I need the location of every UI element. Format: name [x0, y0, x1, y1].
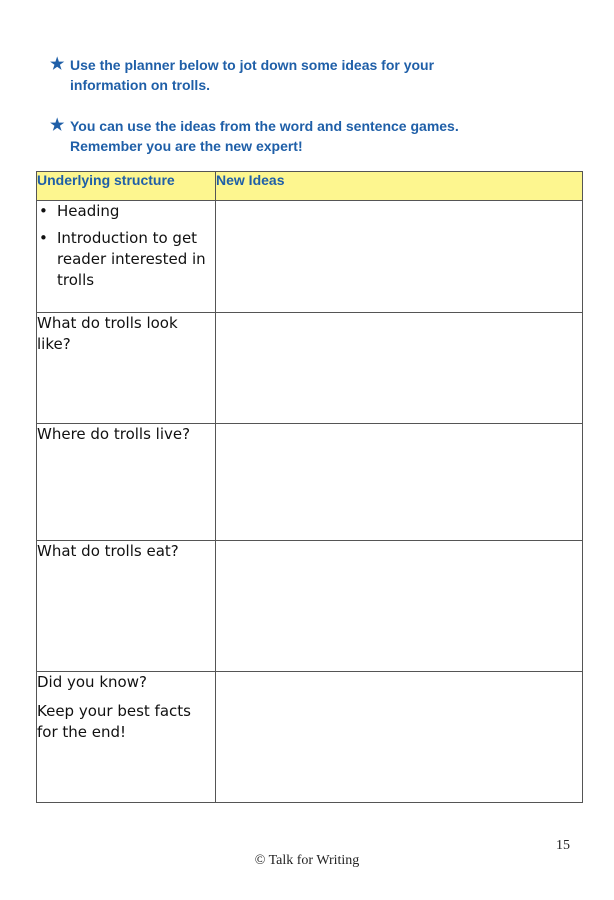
list-item: • Introduction to get reader interested in trolls [37, 228, 215, 291]
structure-cell [37, 541, 216, 672]
list-item: • Heading [37, 201, 215, 222]
bullet-list [37, 201, 215, 291]
star-icon: ★ [50, 56, 65, 73]
instruction-text: Use the planner below to jot down some ideas for your information on trolls. [70, 57, 435, 93]
table-row [37, 201, 583, 313]
structure-cell [37, 424, 216, 541]
planner-table [36, 171, 583, 803]
ideas-cell[interactable] [216, 672, 583, 803]
ideas-cell[interactable] [216, 541, 583, 672]
instruction-2 [50, 116, 490, 156]
prompt-text: What do trolls look like? [37, 314, 178, 353]
star-icon: ★ [50, 117, 65, 134]
copyright-footer: © Talk for Writing [254, 853, 360, 868]
table-row [37, 672, 583, 803]
prompt-text: What do trolls eat? [37, 542, 179, 560]
ideas-cell[interactable] [216, 424, 583, 541]
ideas-cell[interactable] [216, 201, 583, 313]
page-number: 15 [556, 838, 570, 853]
prompt-text: Did you know? [37, 673, 147, 691]
table-header-row [37, 172, 583, 201]
header-new-ideas: New Ideas [216, 172, 583, 201]
structure-cell [37, 201, 216, 313]
header-underlying-structure: Underlying structure [37, 172, 216, 201]
table-row [37, 541, 583, 672]
structure-cell [37, 672, 216, 803]
structure-cell [37, 313, 216, 424]
prompt-text: Keep your best facts for the end! [37, 702, 191, 741]
table-row [37, 313, 583, 424]
instruction-text: You can use the ideas from the word and sentence games. Remember you are the new expert! [70, 118, 459, 154]
prompt-text: Where do trolls live? [37, 425, 191, 443]
ideas-cell[interactable] [216, 313, 583, 424]
instruction-1 [50, 55, 490, 95]
table-row [37, 424, 583, 541]
